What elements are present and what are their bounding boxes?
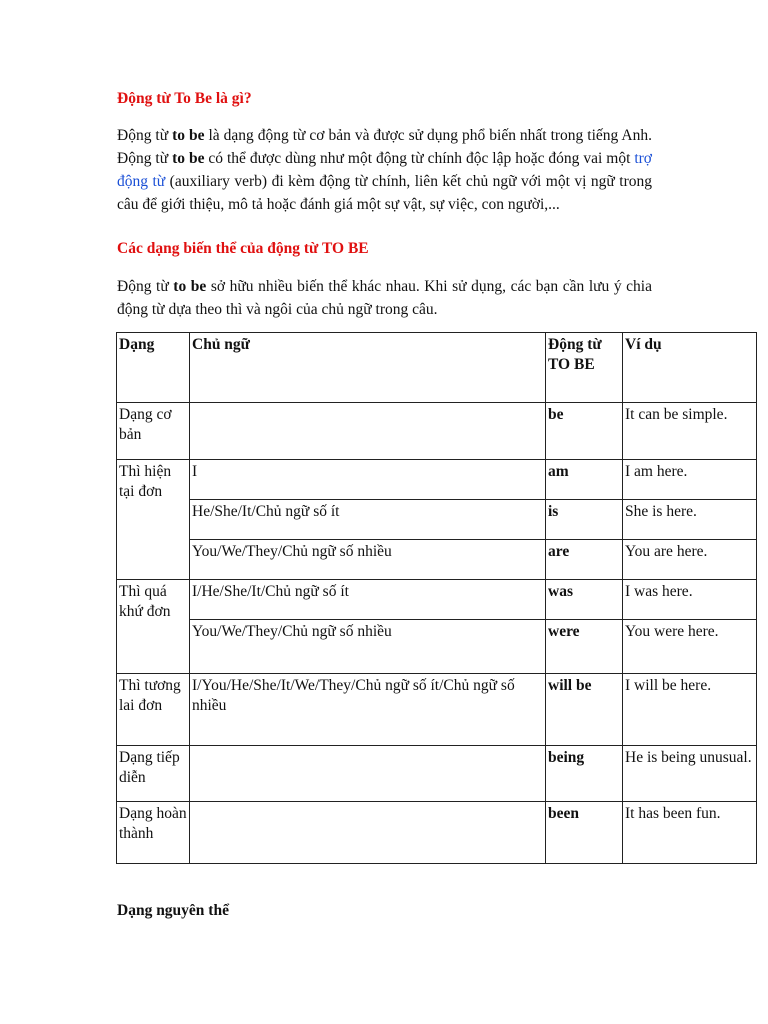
cell-subject: I (190, 460, 546, 500)
heading-what-is-to-be: Động từ To Be là gì? (117, 90, 252, 107)
cell-example: I will be here. (623, 674, 757, 746)
table-row (117, 540, 757, 580)
table-row (117, 746, 757, 802)
cell-example: You are here. (623, 540, 757, 580)
cell-example: I am here. (623, 460, 757, 500)
cell-form: Dạng cơ bản (117, 403, 190, 460)
cell-form: Dạng tiếp diễn (117, 746, 190, 802)
cell-subject: He/She/It/Chủ ngữ số ít (190, 500, 546, 540)
heading-infinitive-form: Dạng nguyên thể (117, 902, 229, 919)
cell-subject: You/We/They/Chủ ngữ số nhiều (190, 620, 546, 674)
forms-paragraph (117, 275, 652, 321)
table-row (117, 460, 757, 500)
intro-bold-2: to be (172, 150, 205, 167)
auxiliary-verb-link[interactable]: trợ động từ (117, 150, 653, 190)
intro-text-1: Động từ (117, 127, 173, 144)
cell-subject: You/We/They/Chủ ngữ số nhiều (190, 540, 546, 580)
table-row (117, 580, 757, 620)
cell-form: Thì hiện tại đơn (117, 460, 190, 580)
cell-verb: been (546, 802, 623, 864)
cell-form: Thì quá khứ đơn (117, 580, 190, 674)
cell-verb: will be (546, 674, 623, 746)
cell-verb: am (546, 460, 623, 500)
cell-subject (190, 802, 546, 864)
table-row (117, 403, 757, 460)
header-subject: Chủ ngữ (190, 333, 546, 403)
cell-verb: being (546, 746, 623, 802)
cell-verb: was (546, 580, 623, 620)
forms-text-1: Động từ (117, 278, 174, 295)
cell-example: It can be simple. (623, 403, 757, 460)
intro-text-4: (auxiliary verb) đi kèm động từ chính, liên kết chủ ngữ với một vị ngữ trong câu để giới thiệu, mô tả hoặc đánh giá một sự vật, sự việc, con người,... (117, 173, 652, 213)
intro-paragraph (117, 124, 652, 216)
table-row (117, 674, 757, 746)
to-be-forms-table (116, 332, 757, 864)
table-row (117, 802, 757, 864)
cell-verb: is (546, 500, 623, 540)
table-row (117, 500, 757, 540)
cell-example: It has been fun. (623, 802, 757, 864)
forms-text-2: sở hữu nhiều biến thể khác nhau. Khi sử dụng, các bạn cần lưu ý chia động từ dựa theo thì và ngôi của chủ ngữ trong câu. (117, 278, 652, 318)
header-example: Ví dụ (623, 333, 757, 403)
heading-to-be-forms: Các dạng biến thể của động từ TO BE (117, 240, 369, 257)
forms-bold-1: to be (173, 278, 207, 295)
cell-example: He is being unusual. (623, 746, 757, 802)
intro-text-2: là dạng động từ cơ bản và được sử dụng phổ biến nhất trong tiếng Anh. Động từ (117, 127, 652, 167)
cell-subject: I/You/He/She/It/We/They/Chủ ngữ số ít/Chủ ngữ số nhiều (190, 674, 546, 746)
header-verb: Động từ TO BE (546, 333, 623, 403)
cell-verb: were (546, 620, 623, 674)
header-form: Dạng (117, 333, 190, 403)
table-row (117, 620, 757, 674)
table-header-row (117, 333, 757, 403)
cell-verb: be (546, 403, 623, 460)
intro-text-3: có thể được dùng như một động từ chính độc lập hoặc đóng vai một (204, 150, 635, 167)
cell-verb: are (546, 540, 623, 580)
cell-form: Dạng hoàn thành (117, 802, 190, 864)
cell-subject (190, 746, 546, 802)
cell-example: You were here. (623, 620, 757, 674)
cell-subject (190, 403, 546, 460)
cell-example: I was here. (623, 580, 757, 620)
cell-form: Thì tương lai đơn (117, 674, 190, 746)
cell-subject: I/He/She/It/Chủ ngữ số ít (190, 580, 546, 620)
intro-bold-1: to be (172, 127, 205, 144)
cell-example: She is here. (623, 500, 757, 540)
